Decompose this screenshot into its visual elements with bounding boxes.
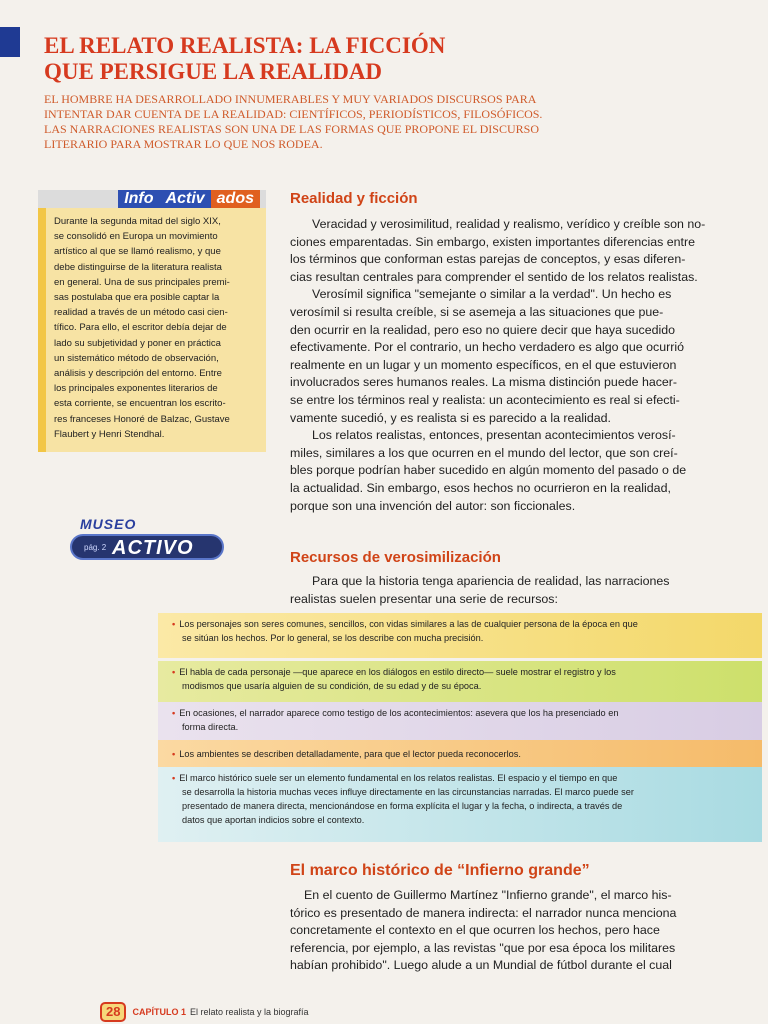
paragraph-line: efectivamente. Por el contrario, un hecho verdadero es algo que ocurrió: [290, 340, 684, 355]
page-footer: [100, 1002, 309, 1022]
info-line: esta corriente, se encuentran los escrito-: [54, 398, 226, 410]
paragraph-line: miles, similares a los que ocurren en el mundo del lector, que son creí-: [290, 445, 678, 460]
page-title: [44, 33, 564, 85]
info-line: res franceses Honoré de Balzac, Gustave: [54, 413, 230, 425]
chapter-label: CAPÍTULO 1: [132, 1007, 186, 1017]
info-line: Durante la segunda mitad del siglo XIX,: [54, 216, 221, 227]
info-line: Flaubert y Henri Stendhal.: [54, 428, 165, 440]
paragraph-line: realmente en un lugar y un momento específicos, en el que estuvieron: [290, 357, 677, 372]
info-line: en general. Una de sus principales premi-: [54, 276, 230, 288]
museo-activo-badge[interactable]: [70, 516, 230, 566]
info-line: sas postulaba que era posible captar la: [54, 292, 220, 304]
chapter-subtitle: El relato realista y la biografía: [189, 1007, 309, 1017]
paragraph-line: involucrados seres humanos reales. La misma distinción puede hacer-: [290, 375, 678, 390]
title-line-2: QUE PERSIGUE LA REALIDAD: [44, 59, 383, 84]
info-line: los principales exponentes literarios de: [54, 383, 218, 395]
paragraph-line: Verosímil significa "semejante o similar a la verdad". Un hecho es: [312, 287, 672, 302]
info-line: lado su subjetividad y poner en práctica: [54, 337, 221, 349]
resource-line: se sitúan los hechos. Por lo general, se los describe con mucha precisión.: [182, 633, 484, 643]
bullet-icon: •: [172, 773, 176, 783]
resource-line: • El marco histórico suele ser un elemento fundamental en los relatos realistas. El espacio y el tiempo en que: [172, 773, 618, 783]
intro-line: EL HOMBRE HA DESARROLLADO INNUMERABLES Y MUY VARIADOS DISCURSOS PARA: [44, 92, 537, 106]
paragraph-line: cias resultan centrales para comprender el sentido de los relatos realistas.: [290, 269, 698, 284]
museo-page-ref: pág. 2: [84, 543, 107, 552]
intro-line: LAS NARRACIONES REALISTAS SON UNA DE LAS FORMAS QUE PROPONE EL DISCURSO: [44, 122, 539, 136]
intro-paragraph: [44, 92, 664, 152]
resource-line: • Los personajes son seres comunes, sencillos, con vidas similares a las de cualquier persona de la época en que: [172, 619, 638, 629]
info-line: tífico. Para ello, el escritor debía dejar de: [54, 322, 227, 334]
paragraph-line: Veracidad y verosimilitud, realidad y realismo, verídico y creíble son no-: [312, 217, 706, 231]
paragraph-line: tórico es presentado de manera indirecta: el narrador nunca menciona: [290, 905, 677, 920]
resource-line: • El habla de cada personaje —que aparece en los diálogos en estilo directo— suele mostrar el registro y los: [172, 667, 616, 677]
resource-line: forma directa.: [182, 722, 239, 732]
resource-item: [158, 661, 762, 703]
info-line: se consolidó en Europa un movimiento: [54, 231, 218, 243]
section-heading: Recursos de verosimilización: [290, 549, 501, 566]
museo-label: MUSEO: [80, 516, 137, 532]
resource-line: presentado de manera directa, mencionándose en forma explícita el lugar y la fecha, o indirecta, a través de: [182, 801, 623, 811]
paragraph-line: los términos que conforman estas parejas de conceptos, y esas diferen-: [290, 252, 686, 267]
resource-line: • En ocasiones, el narrador aparece como testigo de los acontecimientos: asevera que los ha presenciado en: [172, 708, 619, 718]
info-line: análisis y descripción del entorno. Entre: [54, 368, 222, 380]
title-line-1: EL RELATO REALISTA: LA FICCIÓN: [44, 33, 446, 58]
intro-line: LITERARIO PARA MOSTRAR LO QUE NOS RODEA.: [44, 137, 323, 151]
resource-line: datos que aportan indicios sobre el contexto.: [182, 815, 365, 825]
info-header-word-1: Info: [118, 190, 159, 208]
section-marco-historico: [290, 862, 766, 975]
info-line: realidad a través de un método casi cien-: [54, 307, 228, 319]
section-heading: El marco histórico de “Infierno grande”: [290, 862, 590, 879]
section-heading: Realidad y ficción: [290, 190, 418, 207]
info-line: artístico al que se llamó realismo, y que: [54, 246, 221, 258]
paragraph-line: den ocurrir en la realidad, pero eso no quiere decir que haya sucedido: [290, 322, 676, 337]
section-recursos: [290, 549, 766, 608]
info-line: un sistemático método de observación,: [54, 352, 219, 364]
paragraph-line: Para que la historia tenga apariencia de realidad, las narraciones: [312, 574, 670, 588]
bullet-icon: •: [172, 749, 176, 759]
paragraph-line: realistas suelen presentar una serie de recursos:: [290, 591, 558, 606]
resource-line: se desarrolla la historia muchas veces influye directamente en las circunstancias narradas. El marco puede ser: [182, 787, 634, 797]
paragraph-line: Los relatos realistas, entonces, presentan acontecimientos verosí-: [312, 428, 676, 443]
paragraph-line: vamente sucedió, y es realista si es parecido a la realidad.: [290, 410, 611, 425]
paragraph-line: se entre los términos real y realista: un acontecimiento es real si efecti-: [290, 392, 680, 407]
resource-item: [158, 613, 762, 658]
paragraph-line: verosímil si resulta creíble, si se asemeja a las situaciones que pue-: [290, 304, 664, 319]
chapter-color-tab: [0, 27, 20, 57]
paragraph-line: porque son una invención del autor: son ficcionales.: [290, 498, 576, 513]
page-number: 28: [100, 1002, 126, 1022]
paragraph-line: habían prohibido". Luego alude a un Mundial de fútbol durante el cual: [290, 958, 672, 973]
section-realidad-ficcion: [290, 190, 766, 515]
paragraph-line: bles porque podrían haber sucedido en algún momento del pasado o de: [290, 463, 687, 478]
info-header-word-2: Activ: [160, 190, 211, 208]
bullet-icon: •: [172, 619, 176, 629]
intro-line: INTENTAR DAR CUENTA DE LA REALIDAD: CIENTÍFICOS, PERIODÍSTICOS, FILOSÓFICOS.: [44, 107, 543, 121]
info-box-body: [38, 208, 266, 452]
info-box-header: [38, 190, 266, 208]
paragraph-line: ciones emparentadas. Sin embargo, existen importantes diferencias entre: [290, 234, 695, 249]
info-header-word-3: ados: [211, 190, 260, 208]
resource-line: modismos que usaría alguien de su condición, de su edad y de su época.: [182, 681, 482, 691]
bullet-icon: •: [172, 667, 176, 677]
museo-pill: [70, 534, 224, 560]
info-line: debe distinguirse de la literatura realista: [54, 261, 222, 273]
resource-line: • Los ambientes se describen detalladamente, para que el lector pueda reconocerlos.: [172, 749, 521, 759]
paragraph-line: referencia, por ejemplo, a las revistas "que por esa época los militares: [290, 940, 676, 955]
info-activados-box: [38, 190, 266, 452]
paragraph-line: En el cuento de Guillermo Martínez "Infierno grande", el marco his-: [304, 888, 672, 902]
paragraph-line: concretamente el contexto en el que ocurren los hechos, pero hace: [290, 923, 660, 938]
bullet-icon: •: [172, 708, 176, 718]
paragraph-line: la actualidad. Sin embargo, esos hechos no ocurrieron en la realidad,: [290, 480, 671, 495]
museo-activo-label: ACTIVO: [112, 537, 194, 559]
resource-item: [158, 767, 762, 842]
